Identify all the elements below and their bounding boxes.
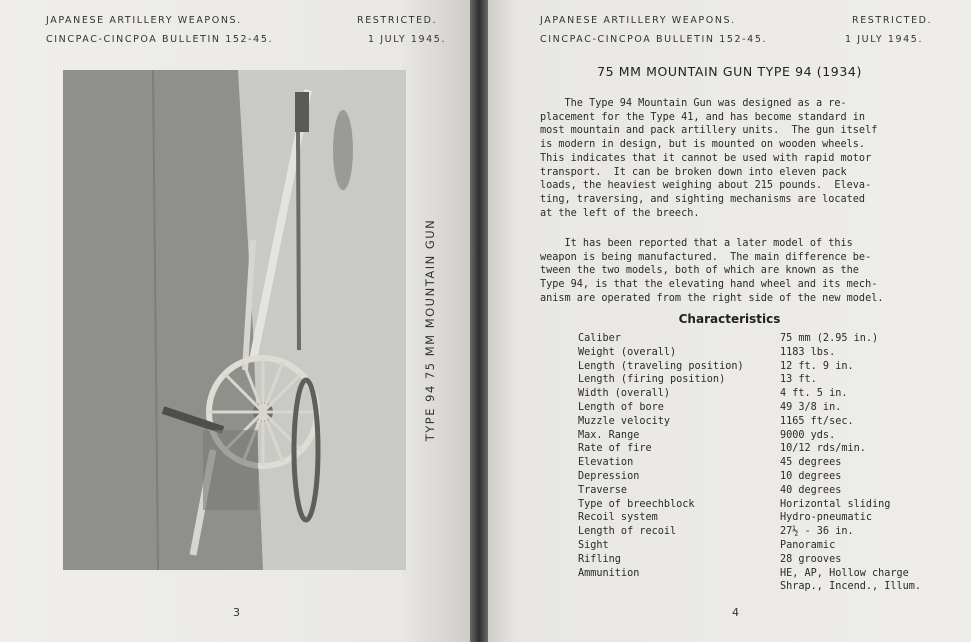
characteristic-row	[578, 553, 921, 567]
characteristics-table	[578, 332, 921, 594]
characteristic-row	[578, 346, 921, 360]
characteristic-value: Hydro-pneumatic	[780, 512, 873, 524]
page-number-right: 4	[732, 606, 739, 619]
header-title-line1: JAPANESE ARTILLERY WEAPONS.	[540, 15, 736, 26]
characteristic-row	[578, 456, 921, 470]
characteristic-row	[578, 484, 921, 498]
characteristic-row	[578, 401, 921, 415]
header-title-line2: CINCPAC-CINCPOA BULLETIN 152-45.	[46, 34, 274, 45]
characteristic-value: 27½ - 36 in.	[780, 526, 854, 538]
mountain-gun-photo	[63, 70, 406, 570]
characteristic-row	[578, 360, 921, 374]
characteristic-label: Length of recoil	[578, 526, 677, 538]
characteristic-label: Traverse	[578, 484, 628, 496]
characteristic-value: 4 ft. 5 in.	[780, 388, 848, 400]
characteristic-value: 12 ft. 9 in.	[780, 360, 854, 372]
characteristic-value: 9000 yds.	[780, 429, 836, 441]
characteristic-value: Panoramic	[780, 539, 836, 551]
photo-caption	[418, 200, 442, 460]
page-number-left: 3	[233, 606, 240, 619]
characteristic-value: 1183 lbs.	[780, 346, 836, 358]
characteristic-row	[578, 373, 921, 387]
characteristic-label: Weight (overall)	[578, 346, 677, 358]
description-paragraph-1: The Type 94 Mountain Gun was designed as a re- placement for the Type 41, and has become standard in most mountain and pack artillery units. The gun itself is modern in design, but is mounted on wooden wheels. This indicates that it cannot be used with rapid motor transport. It can be broken down into eleven pack loads, the heaviest weighing about 215 pounds. Eleva- ting, traversing, and sighting mechanisms are located at the left of the breech.	[540, 98, 878, 219]
characteristic-label: Length of bore	[578, 401, 664, 413]
photo-caption-text: TYPE 94 75 MM MOUNTAIN GUN	[423, 218, 437, 442]
characteristic-label: Caliber	[578, 333, 621, 344]
characteristic-label: Muzzle velocity	[578, 415, 671, 427]
characteristic-value: 10 degrees	[780, 470, 842, 482]
characteristic-value: 13 ft.	[780, 374, 817, 386]
photo-illustration	[63, 70, 406, 570]
characteristic-row	[578, 498, 921, 512]
characteristic-row	[578, 511, 921, 525]
characteristic-value: HE, AP, Hollow charge	[780, 567, 909, 579]
characteristic-value: 10/12 rds/min.	[780, 443, 866, 455]
header-classification: RESTRICTED.	[852, 15, 933, 26]
characteristic-value: 45 degrees	[780, 457, 842, 469]
header-date: 1 JULY 1945.	[368, 34, 447, 45]
characteristic-row	[578, 525, 921, 539]
characteristic-row	[578, 567, 921, 581]
characteristic-row	[578, 580, 921, 594]
characteristic-value: Horizontal sliding	[780, 498, 891, 510]
characteristic-label	[578, 580, 780, 594]
characteristic-value: 1165 ft/sec.	[780, 415, 854, 427]
characteristic-row	[578, 387, 921, 401]
characteristic-label: Length (traveling position)	[578, 360, 744, 372]
characteristic-label: Recoil system	[578, 512, 658, 524]
characteristic-row	[578, 442, 921, 456]
left-page	[0, 0, 470, 642]
characteristic-value: Shrap., Incend., Illum.	[780, 581, 922, 593]
header-date: 1 JULY 1945.	[845, 34, 924, 45]
characteristic-row	[578, 415, 921, 429]
characteristic-label: Rate of fire	[578, 443, 652, 455]
characteristic-label: Depression	[578, 470, 640, 482]
characteristic-label: Length (firing position)	[578, 374, 726, 386]
characteristic-row	[578, 539, 921, 553]
characteristic-value: 75 mm (2.95 in.)	[780, 333, 879, 344]
header-classification: RESTRICTED.	[357, 15, 438, 26]
characteristic-value: 49 3/8 in.	[780, 401, 842, 413]
characteristic-value: 40 degrees	[780, 484, 842, 496]
page-title: 75 MM MOUNTAIN GUN TYPE 94 (1934)	[597, 64, 862, 79]
characteristics-heading: Characteristics	[678, 312, 781, 326]
characteristic-value: 28 grooves	[780, 553, 842, 565]
right-page	[488, 0, 971, 642]
characteristic-label: Sight	[578, 539, 609, 551]
header-title-line1: JAPANESE ARTILLERY WEAPONS.	[46, 15, 242, 26]
characteristic-label: Max. Range	[578, 429, 640, 441]
characteristic-label: Ammunition	[578, 567, 640, 579]
characteristic-label: Rifling	[578, 553, 621, 565]
characteristic-label: Elevation	[578, 457, 634, 469]
description-paragraph-2: It has been reported that a later model of this weapon is being manufactured. The main difference be- tween the two models, both of which are known as the Type 94, is that the elevating hand wheel and its mech- anism are operated from the right side of the new model.	[540, 238, 884, 304]
characteristic-label: Width (overall)	[578, 388, 671, 400]
characteristic-row	[578, 429, 921, 443]
characteristic-row	[578, 470, 921, 484]
characteristic-row	[578, 332, 921, 346]
header-title-line2: CINCPAC-CINCPOA BULLETIN 152-45.	[540, 34, 768, 45]
book-gutter	[470, 0, 488, 642]
characteristic-label: Type of breechblock	[578, 498, 695, 510]
